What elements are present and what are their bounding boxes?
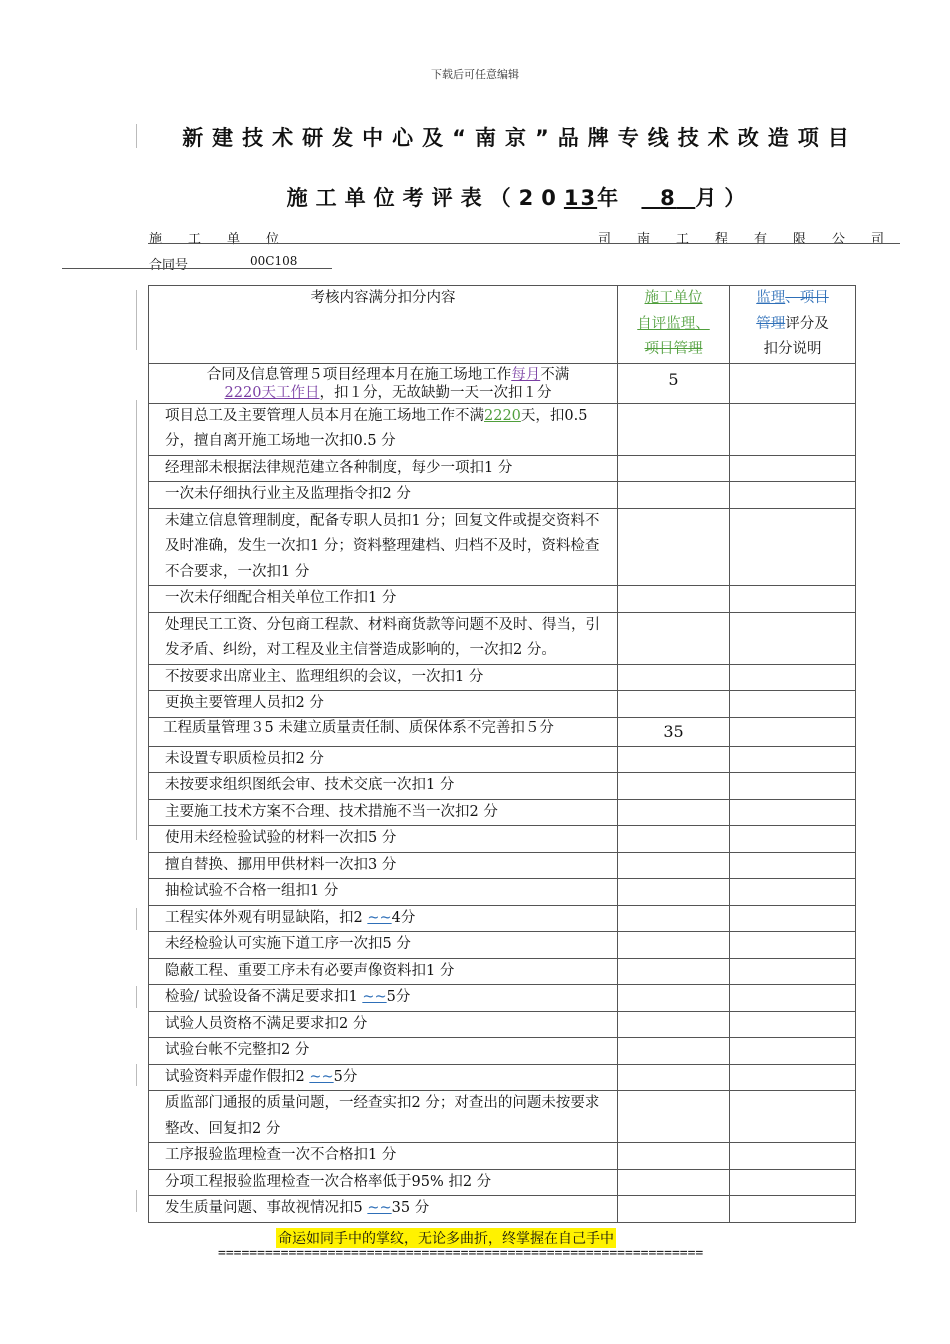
row-content: 隐蔽工程、重要工序未有必要声像资料扣1 分 xyxy=(149,958,618,985)
row-remark xyxy=(730,746,856,773)
row-remark xyxy=(730,612,856,664)
margin-marker xyxy=(136,986,137,1008)
row-score xyxy=(618,508,730,586)
subtitle-year-label: 年 xyxy=(597,186,627,210)
row-remark xyxy=(730,1091,856,1143)
row-score xyxy=(618,1143,730,1170)
table-row xyxy=(149,1196,856,1223)
row-score: 35 xyxy=(618,717,730,746)
row-score: 5 xyxy=(618,363,730,403)
row-score xyxy=(618,612,730,664)
row-score xyxy=(618,1038,730,1065)
evaluation-table xyxy=(148,285,856,1223)
row-score xyxy=(618,958,730,985)
table-row xyxy=(149,612,856,664)
row-content: 工序报验监理检查一次不合格扣1 分 xyxy=(149,1143,618,1170)
table-row xyxy=(149,403,856,455)
row-content: 项目总工及主要管理人员本月在施工场地工作不满2220天，扣0.5 分，擅自离开施工场地一次扣0.5 分 xyxy=(149,403,618,455)
header-content: 考核内容满分扣分内容 xyxy=(149,286,618,364)
table-row xyxy=(149,586,856,613)
row-remark xyxy=(730,1038,856,1065)
row-score xyxy=(618,403,730,455)
table-row xyxy=(149,879,856,906)
table-row xyxy=(149,508,856,586)
unit-label: 施 工 单 位 xyxy=(149,232,280,247)
contract-label: 合同号 xyxy=(149,258,189,273)
row-remark xyxy=(730,985,856,1012)
row-content: 未按要求组织图纸会审、技术交底一次扣1 分 xyxy=(149,773,618,800)
row-content: 试验台帐不完整扣2 分 xyxy=(149,1038,618,1065)
row-remark xyxy=(730,1169,856,1196)
margin-marker xyxy=(136,124,137,148)
row-content: 工程实体外观有明显缺陷，扣2 ~~4分 xyxy=(149,905,618,932)
table-row xyxy=(149,363,856,403)
row-content: 不按要求出席业主、监理组织的会议，一次扣1 分 xyxy=(149,664,618,691)
table-row xyxy=(149,958,856,985)
document-subtitle xyxy=(150,186,890,210)
row-remark xyxy=(730,879,856,906)
row-content: 更换主要管理人员扣2 分 xyxy=(149,691,618,718)
row-remark xyxy=(730,482,856,509)
table-row xyxy=(149,1091,856,1143)
row-content: 抽检试验不合格一组扣1 分 xyxy=(149,879,618,906)
margin-marker xyxy=(136,908,137,930)
row-remark xyxy=(730,1064,856,1091)
row-content: 处理民工工资、分包商工程款、材料商货款等问题不及时、得当，引发矛盾、纠纷，对工程及业主信誉造成影响的，一次扣2 分。 xyxy=(149,612,618,664)
row-score xyxy=(618,586,730,613)
row-content: 试验人员资格不满足要求扣2 分 xyxy=(149,1011,618,1038)
row-remark xyxy=(730,691,856,718)
row-remark xyxy=(730,664,856,691)
row-content: 分项工程报验监理检查一次合格率低于95% 扣2 分 xyxy=(149,1169,618,1196)
row-remark xyxy=(730,363,856,403)
row-content: 未经检验认可实施下道工序一次扣5 分 xyxy=(149,932,618,959)
row-content: 试验资料弄虚作假扣2 ~~5分 xyxy=(149,1064,618,1091)
row-score xyxy=(618,455,730,482)
margin-marker xyxy=(136,1064,137,1086)
table-header-row xyxy=(149,286,856,364)
row-score xyxy=(618,664,730,691)
row-score xyxy=(618,799,730,826)
row-content: 合同及信息管理５项目经理本月在施工场地工作每月不满 2220天工作日，扣１分，无故缺勤一天一次扣１分 xyxy=(149,363,618,403)
row-content: 质监部门通报的质量问题，一经查实扣2 分；对查出的问题未按要求整改、回复扣2 分 xyxy=(149,1091,618,1143)
row-score xyxy=(618,1064,730,1091)
table-row xyxy=(149,664,856,691)
table-row xyxy=(149,717,856,746)
row-content: 检验/ 试验设备不满足要求扣1 ~~5分 xyxy=(149,985,618,1012)
document-title: 新建技术研发中心及“南京”品牌专线技术改造项目 xyxy=(182,126,858,150)
table-row xyxy=(149,691,856,718)
row-content: 一次未仔细配合相关单位工作扣1 分 xyxy=(149,586,618,613)
row-remark xyxy=(730,905,856,932)
row-remark xyxy=(730,773,856,800)
table-row xyxy=(149,985,856,1012)
row-score xyxy=(618,1169,730,1196)
row-score xyxy=(618,826,730,853)
row-score xyxy=(618,1011,730,1038)
table-row xyxy=(149,1169,856,1196)
row-content: 擅自替换、挪用甲供材料一次扣3 分 xyxy=(149,852,618,879)
row-remark xyxy=(730,1011,856,1038)
row-score xyxy=(618,905,730,932)
row-remark xyxy=(730,958,856,985)
row-remark xyxy=(730,826,856,853)
table-row xyxy=(149,455,856,482)
row-content: 使用未经检验试验的材料一次扣5 分 xyxy=(149,826,618,853)
table-row xyxy=(149,1011,856,1038)
row-score xyxy=(618,932,730,959)
row-remark xyxy=(730,932,856,959)
row-remark xyxy=(730,455,856,482)
row-score xyxy=(618,1196,730,1223)
table-row xyxy=(149,482,856,509)
table-row xyxy=(149,1143,856,1170)
contract-underline xyxy=(62,268,332,269)
table-row xyxy=(149,1064,856,1091)
table-row xyxy=(149,746,856,773)
unit-underline xyxy=(148,243,900,244)
table-row xyxy=(149,1038,856,1065)
table-row xyxy=(149,852,856,879)
table-row xyxy=(149,932,856,959)
row-score xyxy=(618,746,730,773)
row-score xyxy=(618,879,730,906)
row-score xyxy=(618,482,730,509)
footer-highlight: 命运如同手中的掌纹，无论多曲折，终掌握在自己手中 xyxy=(276,1228,616,1248)
row-content: 一次未仔细执行业主及监理指令扣2 分 xyxy=(149,482,618,509)
row-score xyxy=(618,985,730,1012)
table-row xyxy=(149,826,856,853)
row-remark xyxy=(730,717,856,746)
row-score xyxy=(618,691,730,718)
row-content: 未设置专职质检员扣2 分 xyxy=(149,746,618,773)
margin-marker xyxy=(136,290,137,350)
margin-marker xyxy=(136,1190,137,1212)
subtitle-month: 8 xyxy=(660,186,677,210)
row-remark xyxy=(730,508,856,586)
row-score xyxy=(618,1091,730,1143)
row-remark xyxy=(730,586,856,613)
unit-value: 司 南 工 程 有 限 公 司 xyxy=(598,232,885,247)
table-row xyxy=(149,905,856,932)
row-remark xyxy=(730,1196,856,1223)
row-remark xyxy=(730,1143,856,1170)
subtitle-month-label: 月） xyxy=(695,186,754,210)
row-remark xyxy=(730,799,856,826)
margin-marker xyxy=(136,400,137,840)
row-content: 主要施工技术方案不合理、技术措施不当一次扣2 分 xyxy=(149,799,618,826)
row-score xyxy=(618,852,730,879)
row-remark xyxy=(730,403,856,455)
header-self-eval: 施工单位 自评监理、 项目管理 xyxy=(618,286,730,364)
table-row xyxy=(149,773,856,800)
row-content: 发生质量问题、事故视情况扣5 ~~35 分 xyxy=(149,1196,618,1223)
header-note: 下载后可任意编辑 xyxy=(431,68,519,81)
row-content: 经理部未根据法律规范建立各种制度，每少一项扣1 分 xyxy=(149,455,618,482)
subtitle-prefix: 施工单位考评表（20 xyxy=(286,186,564,210)
table-row xyxy=(149,799,856,826)
contract-value: 00C108 xyxy=(250,254,298,268)
footer-divider: ============================================================== xyxy=(218,1246,704,1261)
row-content: 工程质量管理３5 未建立质量责任制、质保体系不完善扣５分 xyxy=(149,717,618,746)
row-content: 未建立信息管理制度，配备专职人员扣1 分；回复文件或提交资料不及时准确，发生一次扣1 分；资料整理建档、归档不及时，资料检查不合要求，一次扣1 分 xyxy=(149,508,618,586)
row-score xyxy=(618,773,730,800)
row-remark xyxy=(730,852,856,879)
subtitle-year: 13 xyxy=(563,186,598,210)
header-supervisor-score: 监理、项目 管理评分及 扣分说明 xyxy=(730,286,856,364)
